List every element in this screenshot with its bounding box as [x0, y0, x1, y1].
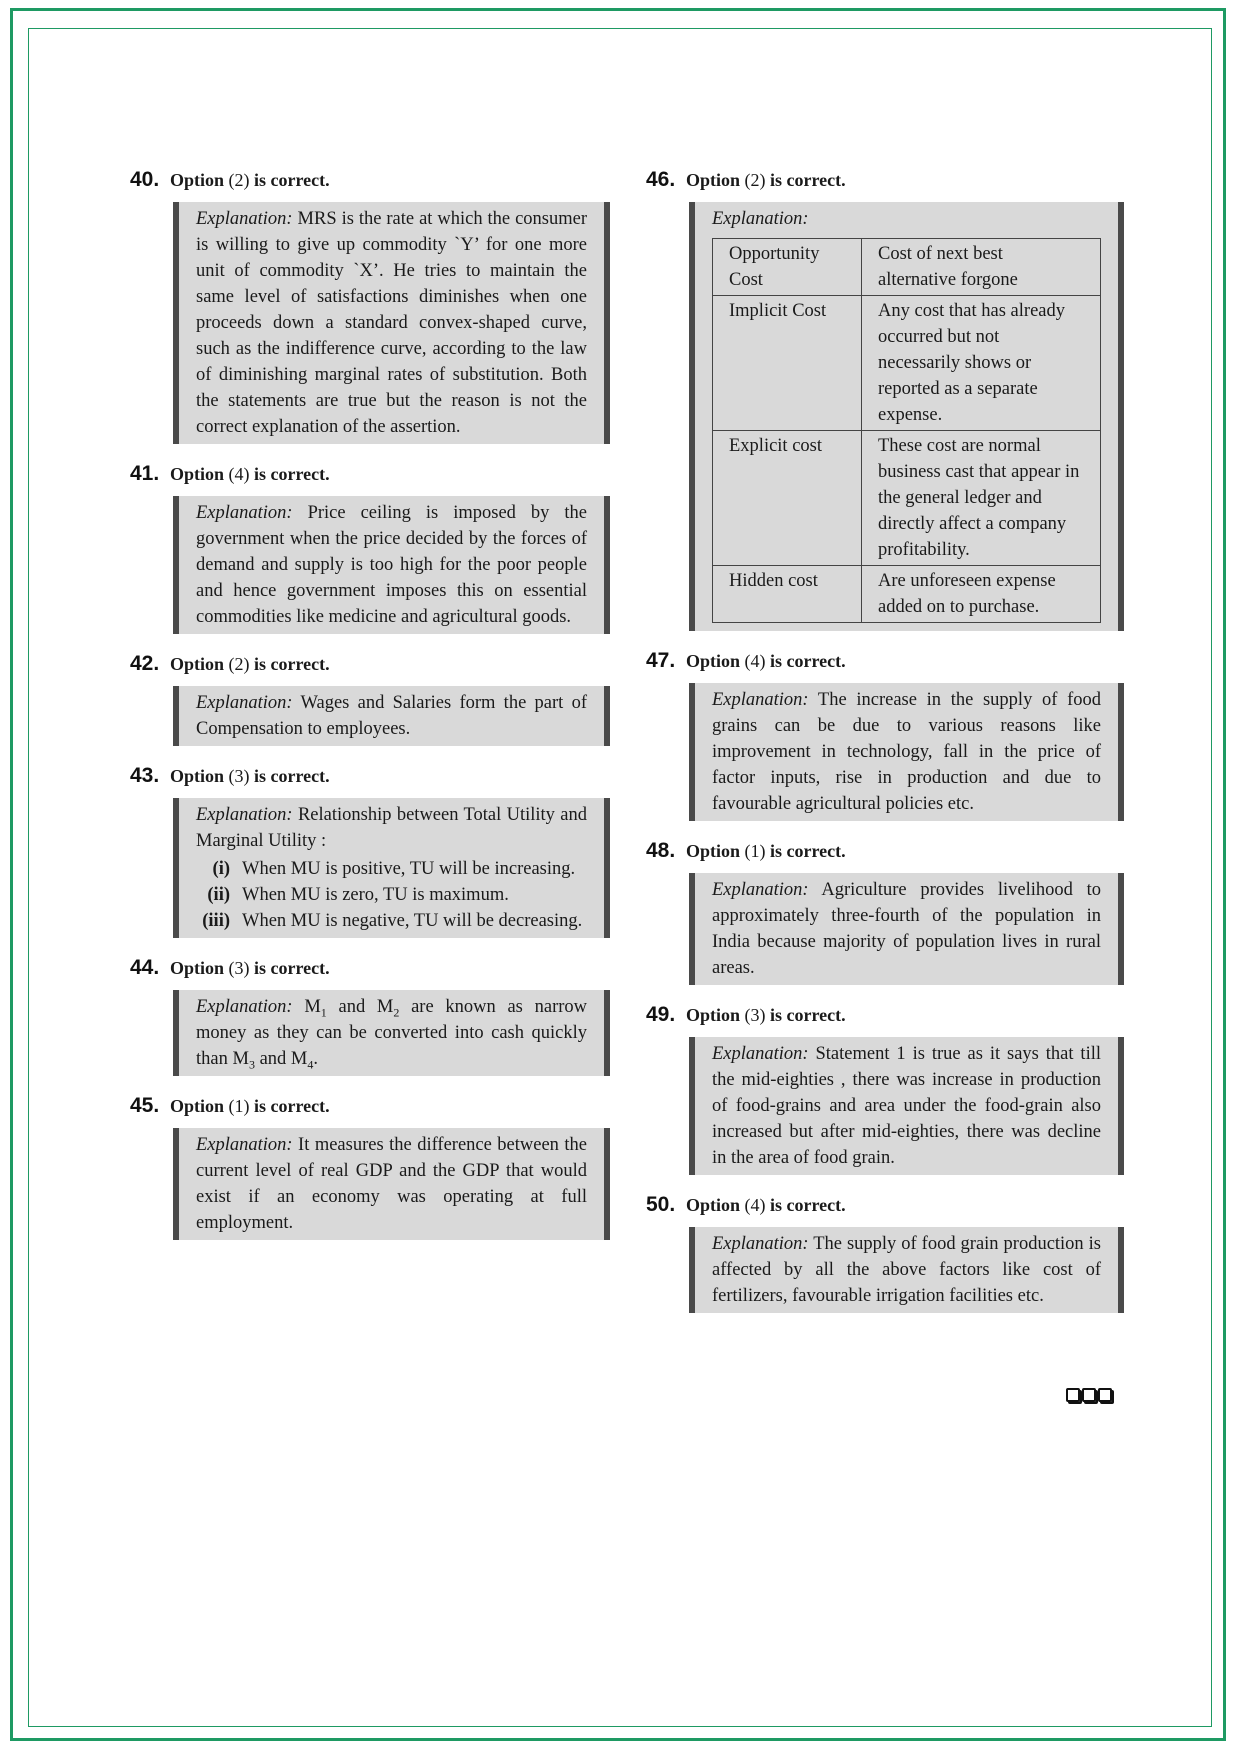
question-number: 44.	[130, 956, 160, 979]
explanation-box	[689, 1037, 1124, 1175]
square-icon	[1098, 1388, 1112, 1402]
answer-prefix: Option	[170, 1096, 229, 1116]
question-number: 41.	[130, 462, 160, 485]
explanation-box	[173, 1128, 610, 1240]
answer-suffix: is correct.	[249, 654, 330, 674]
explanation-label: Explanation:	[196, 805, 293, 825]
explanation-text-part: and M	[326, 997, 394, 1017]
table-cell-term: Hidden cost	[713, 566, 862, 623]
table-cell-definition: Are unforeseen expense added on to purchase.	[862, 566, 1101, 623]
option-number: (3)	[228, 766, 250, 786]
question-header	[130, 1094, 610, 1128]
utility-list	[196, 856, 587, 934]
explanation-label: Explanation:	[196, 503, 293, 523]
answer-statement	[170, 170, 330, 191]
table-cell-term: Opportunity Cost	[713, 239, 862, 296]
question-42	[130, 652, 610, 746]
explanation-label: Explanation:	[712, 209, 809, 229]
list-item-text: When MU is negative, TU will be decreasing.	[242, 911, 583, 931]
table-cell-definition: These cost are normal business cast that appear in the general ledger and directly affect a company profitability.	[862, 431, 1101, 566]
question-49	[646, 1003, 1124, 1175]
explanation-label: Explanation:	[712, 1044, 809, 1064]
explanation-label: Explanation:	[712, 690, 809, 710]
answer-statement	[170, 766, 330, 787]
answer-statement	[686, 1195, 846, 1216]
right-column	[646, 168, 1124, 1313]
question-header	[130, 462, 610, 496]
question-43	[130, 764, 610, 938]
explanation-box	[173, 990, 610, 1076]
answer-suffix: is correct.	[249, 1096, 330, 1116]
table-cell-definition: Any cost that has already occurred but not necessarily shows or reported as a separate expense.	[862, 296, 1101, 431]
option-number: (1)	[744, 841, 766, 861]
table-cell-definition: Cost of next best alternative forgone	[862, 239, 1101, 296]
explanation-box	[689, 873, 1124, 985]
question-header	[646, 649, 1124, 683]
explanation-label: Explanation:	[196, 209, 293, 229]
question-44	[130, 956, 610, 1076]
question-number: 42.	[130, 652, 160, 675]
explanation-text-part: M	[292, 997, 321, 1017]
explanation-text: Relationship between Total Utility and Marginal Utility :	[196, 805, 587, 851]
question-header	[130, 168, 610, 202]
question-number: 46.	[646, 168, 676, 191]
question-number: 50.	[646, 1193, 676, 1216]
explanation-text-part: are known as narrow money as they can be converted into cash quickly than M	[196, 997, 587, 1069]
table-cell-term: Explicit cost	[713, 431, 862, 566]
list-item-text: When MU is positive, TU will be increasing.	[242, 859, 576, 879]
answer-prefix: Option	[170, 766, 229, 786]
answer-prefix: Option	[170, 654, 229, 674]
question-number: 47.	[646, 649, 676, 672]
question-header	[646, 168, 1124, 202]
option-number: (2)	[744, 170, 766, 190]
question-header	[130, 652, 610, 686]
table-row	[713, 431, 1101, 566]
question-46	[646, 168, 1124, 631]
subscript: 3	[248, 1057, 255, 1072]
left-column	[130, 168, 610, 1240]
answer-prefix: Option	[170, 170, 229, 190]
explanation-text: It measures the difference between the current level of real GDP and the GDP that would exist if an economy was operating at full employment.	[196, 1135, 587, 1233]
question-number: 49.	[646, 1003, 676, 1026]
option-number: (2)	[228, 170, 250, 190]
subscript: 2	[393, 1005, 400, 1020]
answer-suffix: is correct.	[249, 958, 330, 978]
explanation-box	[173, 202, 610, 444]
question-45	[130, 1094, 610, 1240]
answer-statement	[170, 958, 330, 979]
explanation-box	[173, 686, 610, 746]
table-cell-term: Implicit Cost	[713, 296, 862, 431]
end-of-section-icon	[1066, 1388, 1112, 1402]
explanation-label: Explanation:	[712, 1234, 809, 1254]
answer-suffix: is correct.	[765, 1195, 846, 1215]
answer-suffix: is correct.	[765, 651, 846, 671]
square-icon	[1082, 1388, 1096, 1402]
answer-statement	[686, 841, 846, 862]
explanation-text: The supply of food grain production is affected by all the above factors like cost of fertilizers, favourable irrigation facilities etc.	[712, 1234, 1101, 1306]
option-number: (4)	[744, 651, 766, 671]
explanation-label: Explanation:	[196, 997, 293, 1017]
question-47	[646, 649, 1124, 821]
list-item	[196, 856, 587, 882]
question-header	[646, 839, 1124, 873]
explanation-label: Explanation:	[196, 1135, 293, 1155]
answer-prefix: Option	[686, 1005, 745, 1025]
answer-statement	[686, 1005, 846, 1026]
explanation-text: The increase in the supply of food grains can be due to various reasons like improvement in technology, fall in the price of factor inputs, rise in production and due to favourable agricultural policies etc.	[712, 690, 1101, 814]
explanation-box	[689, 202, 1124, 631]
answer-statement	[686, 170, 846, 191]
list-item	[196, 882, 587, 908]
list-item-text: When MU is zero, TU is maximum.	[242, 885, 509, 905]
question-40	[130, 168, 610, 444]
explanation-label: Explanation:	[712, 880, 809, 900]
subscript: 1	[320, 1005, 327, 1020]
answer-suffix: is correct.	[249, 464, 330, 484]
table-row	[713, 566, 1101, 623]
explanation-text: Agriculture provides livelihood to approximately three-fourth of the population in India because majority of population lives in rural areas.	[712, 880, 1101, 978]
answer-prefix: Option	[170, 464, 229, 484]
explanation-box	[173, 496, 610, 634]
answer-suffix: is correct.	[249, 170, 330, 190]
answer-prefix: Option	[686, 1195, 745, 1215]
answer-statement	[686, 651, 846, 672]
answer-prefix: Option	[686, 651, 745, 671]
list-marker: (ii)	[207, 885, 230, 905]
explanation-box	[173, 798, 610, 938]
answer-statement	[170, 464, 330, 485]
answer-statement	[170, 1096, 330, 1117]
explanation-text: Statement 1 is true as it says that till the mid-eighties , there was increase in production of food-grains and area under the food-grain also increased but after mid-eighties, there was decline in the area of food grain.	[712, 1044, 1101, 1168]
question-header	[646, 1193, 1124, 1227]
answer-suffix: is correct.	[765, 841, 846, 861]
list-item	[196, 908, 587, 934]
answer-prefix: Option	[686, 841, 745, 861]
explanation-text: MRS is the rate at which the consumer is willing to give up commodity `Y’ for one more unit of commodity `X’. He tries to maintain the same level of satisfactions diminishes when one proceeds down a standard convex-shaped curve, such as the indifference curve, according to the law of diminishing marginal rates of substitution. Both the statements are true but the reason is not the correct explanation of the assertion.	[196, 209, 587, 437]
cost-table	[712, 238, 1101, 623]
explanation-label: Explanation:	[196, 693, 293, 713]
table-row	[713, 296, 1101, 431]
option-number: (1)	[228, 1096, 250, 1116]
explanation-text: Price ceiling is imposed by the government when the price decided by the forces of demand and supply is too high for the poor people and hence government imposes this on essential commodities like medicine and agricultural goods.	[196, 503, 587, 627]
question-number: 40.	[130, 168, 160, 191]
answer-statement	[170, 654, 330, 675]
option-number: (3)	[228, 958, 250, 978]
option-number: (4)	[744, 1195, 766, 1215]
question-number: 48.	[646, 839, 676, 862]
explanation-box	[689, 1227, 1124, 1313]
explanation-text: Wages and Salaries form the part of Compensation to employees.	[196, 693, 587, 739]
option-number: (4)	[228, 464, 250, 484]
question-number: 45.	[130, 1094, 160, 1117]
list-marker: (i)	[212, 859, 230, 879]
question-41	[130, 462, 610, 634]
question-50	[646, 1193, 1124, 1313]
explanation-box	[689, 683, 1124, 821]
question-number: 43.	[130, 764, 160, 787]
answer-suffix: is correct.	[765, 170, 846, 190]
list-marker: (iii)	[202, 911, 230, 931]
table-row	[713, 239, 1101, 296]
option-number: (3)	[744, 1005, 766, 1025]
answer-suffix: is correct.	[249, 766, 330, 786]
answer-prefix: Option	[686, 170, 745, 190]
explanation-text-part: .	[313, 1049, 318, 1069]
answer-prefix: Option	[170, 958, 229, 978]
question-48	[646, 839, 1124, 985]
subscript: 4	[307, 1057, 314, 1072]
explanation-text-part: and M	[254, 1049, 308, 1069]
square-icon	[1066, 1388, 1080, 1402]
question-header	[130, 764, 610, 798]
question-header	[130, 956, 610, 990]
question-header	[646, 1003, 1124, 1037]
option-number: (2)	[228, 654, 250, 674]
answer-suffix: is correct.	[765, 1005, 846, 1025]
